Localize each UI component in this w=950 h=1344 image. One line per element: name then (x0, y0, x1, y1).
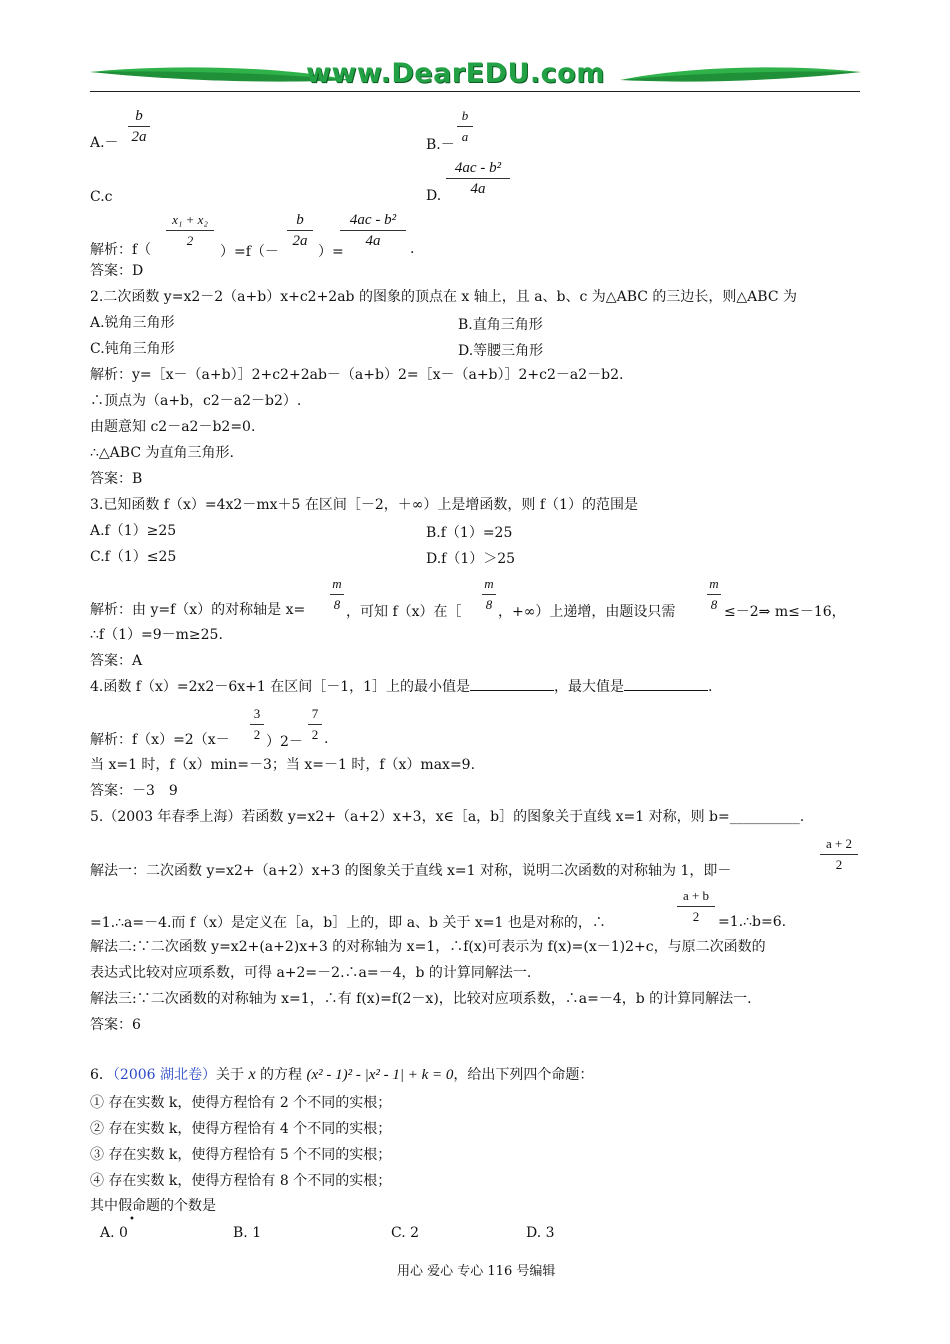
q2-answer: 答案：B (90, 471, 143, 487)
q6-option-d: D. 3 (526, 1225, 555, 1241)
q4-solution-2: 当 x=1 时，f（x）min=－3；当 x=－1 时，f（x）max=9. (90, 757, 476, 773)
q4-answer: 答案：－3 9 (90, 783, 178, 799)
q3-frac-3: $\frac{m}{8}$ (707, 574, 721, 615)
q4-blank-2 (624, 678, 708, 691)
q4-blank-1 (470, 678, 554, 691)
q5-frac-1: $\frac{a + 2}{2}$ (820, 834, 858, 875)
q3-option-a: A.f（1）≥25 (90, 523, 177, 539)
q4-stem: 4.函数 f（x）=2x2－6x+1 在区间［－1，1］上的最小值是 ，最大值是 . (90, 679, 713, 695)
q3-option-c: C.f（1）≤25 (90, 549, 177, 565)
q6-prop-3: ③ 存在实数 k，使得方程恰有 5 个不同的实根； (90, 1147, 392, 1163)
q5-solution-5: 解法三:∵二次函数的对称轴为 x=1，∴有 f(x)=f(2－x)，比较对应项系数，∴a=－4，b 的计算同解法一. (90, 991, 752, 1007)
q6-equation: (x² - 1)² - |x² - 1| + k = 0 (306, 1067, 454, 1083)
q2-option-d: D.等腰三角形 (458, 343, 544, 359)
q2-stem: 2.二次函数 y=x2－2（a+b）x+c2+2ab 的图象的顶点在 x 轴上，且 a、b、c 为△ABC 的三边长，则△ABC 为 (90, 289, 797, 305)
q1-option-b: B.－ (426, 137, 455, 153)
q3-solution-d: ≤－2⇒ m≤－16， (724, 604, 846, 620)
q5-frac-2: $\frac{a + b}{2}$ (677, 886, 715, 927)
q3-option-d: D.f（1）＞25 (426, 551, 516, 567)
q1-answer: 答案：D (90, 263, 144, 279)
q3-solution-2: ∴f（1）=9－m≥25. (90, 627, 223, 643)
q1-solution-frac2: $\frac{b}{2a}$ (287, 210, 313, 251)
q6-stem: 6．（2006 湖北卷）关于 x 的方程 (x² - 1)² - |x² - 1| + k = 0，给出下列四个命题： (90, 1066, 594, 1083)
q1-solution-frac1: $\frac{\text{x₁ + x₂}}{2}$ (166, 210, 214, 251)
q1-option-a-frac: $\frac{b}{2a}$ (128, 106, 150, 147)
q6-emphasis-dot: • (129, 1214, 135, 1225)
q3-frac-1: $\frac{m}{8}$ (330, 574, 344, 615)
q1-solution-prefix: 解析：f（ (90, 242, 152, 258)
q5-solution-3: 解法二:∵二次函数 y=x2+(a+2)x+3 的对称轴为 x=1，∴f(x)可表示为 f(x)=(x－1)2+c，与原二次函数的 (90, 939, 766, 955)
q2-option-b: B.直角三角形 (458, 317, 543, 333)
q1-option-b-frac: $\frac{b}{a}$ (457, 106, 473, 147)
q5-answer: 答案：6 (90, 1017, 141, 1033)
q1-solution-end: . (410, 241, 415, 257)
q6-option-a: A. 0 (100, 1225, 128, 1241)
q2-option-a: A.锐角三角形 (90, 315, 175, 331)
q1-option-d: D. (426, 188, 442, 204)
q1-option-a: A.－ (90, 135, 119, 151)
q2-solution-2: ∴顶点为（a+b，c2－a2－b2）. (90, 393, 302, 409)
q3-solution-b: ，可知 f（x）在［ (346, 604, 462, 620)
footer-text: 用心 爱心 专心 116 号编辑 (397, 1264, 556, 1279)
q3-frac-2: $\frac{m}{8}$ (482, 574, 496, 615)
header-rule (90, 91, 860, 92)
q4-frac-2: $\frac{7}{2}$ (308, 704, 322, 745)
q1-option-d-frac: $\frac{\text{4ac - b²}}{4a}$ (446, 158, 510, 199)
q6-question: 其中假命题的个数是 (90, 1198, 216, 1214)
q6-prop-2: ② 存在实数 k，使得方程恰有 4 个不同的实根； (90, 1121, 392, 1137)
q1-solution-mid: ）=f（－ (220, 244, 279, 260)
q2-solution-4: ∴△ABC 为直角三角形. (90, 445, 234, 461)
q4-solution-a: 解析：f（x）=2（x－ (90, 732, 230, 748)
q2-option-c: C.钝角三角形 (90, 341, 175, 357)
site-title[interactable]: www.DearEDU.com (306, 58, 605, 89)
q4-solution-c: . (324, 731, 329, 747)
q4-solution-b: ）2－ (266, 734, 303, 750)
q5-solution-4: 表达式比较对应项系数，可得 a+2=－2.∴a=－4，b 的计算同解法一. (90, 965, 532, 981)
q3-answer: 答案：A (90, 653, 143, 669)
q6-option-b: B. 1 (233, 1225, 262, 1241)
q1-option-c: C.c (90, 189, 113, 205)
q6-source-link[interactable]: （2006 湖北卷） (112, 1067, 217, 1083)
q1-solution-eq: ）= (318, 244, 344, 260)
q5-solution-2a: =1.∴a=－4.而 f（x）是定义在［a，b］上的，即 a、b 关于 x=1 也是对称的，∴ (90, 915, 606, 931)
q2-solution-1: 解析：y=［x－（a+b）］2+c2+2ab－（a+b）2=［x－（a+b）］2+c2－a2－b2. (90, 367, 624, 383)
q3-solution-a: 解析：由 y=f（x）的对称轴是 x= (90, 602, 306, 618)
q6-prop-1: ① 存在实数 k，使得方程恰有 2 个不同的实根； (90, 1095, 392, 1111)
q5-solution-2b: =1.∴b=6. (718, 914, 787, 930)
q1-solution-frac3: $\frac{\text{4ac - b²}}{4a}$ (340, 210, 406, 251)
q3-stem: 3.已知函数 f（x）=4x2－mx＋5 在区间［－2，＋∞）上是增函数，则 f（1）的范围是 (90, 497, 638, 513)
q3-solution-c: ，+∞）上递增，由题设只需 (498, 604, 676, 620)
q2-solution-3: 由题意知 c2－a2－b2=0. (90, 419, 256, 435)
q3-option-b: B.f（1）=25 (426, 525, 513, 541)
q6-prop-4: ④ 存在实数 k，使得方程恰有 8 个不同的实根； (90, 1173, 392, 1189)
q5-stem: 5.（2003 年春季上海）若函数 y=x2+（a+2）x+3，x∈［a，b］的图象关于直线 x=1 对称，则 b=__________. (90, 809, 805, 825)
q6-option-c: C. 2 (391, 1225, 420, 1241)
q4-frac-1: $\frac{3}{2}$ (250, 704, 264, 745)
q5-solution-1: 解法一：二次函数 y=x2+（a+2）x+3 的图象关于直线 x=1 对称，说明二次函数的对称轴为 1，即－ (90, 863, 732, 879)
